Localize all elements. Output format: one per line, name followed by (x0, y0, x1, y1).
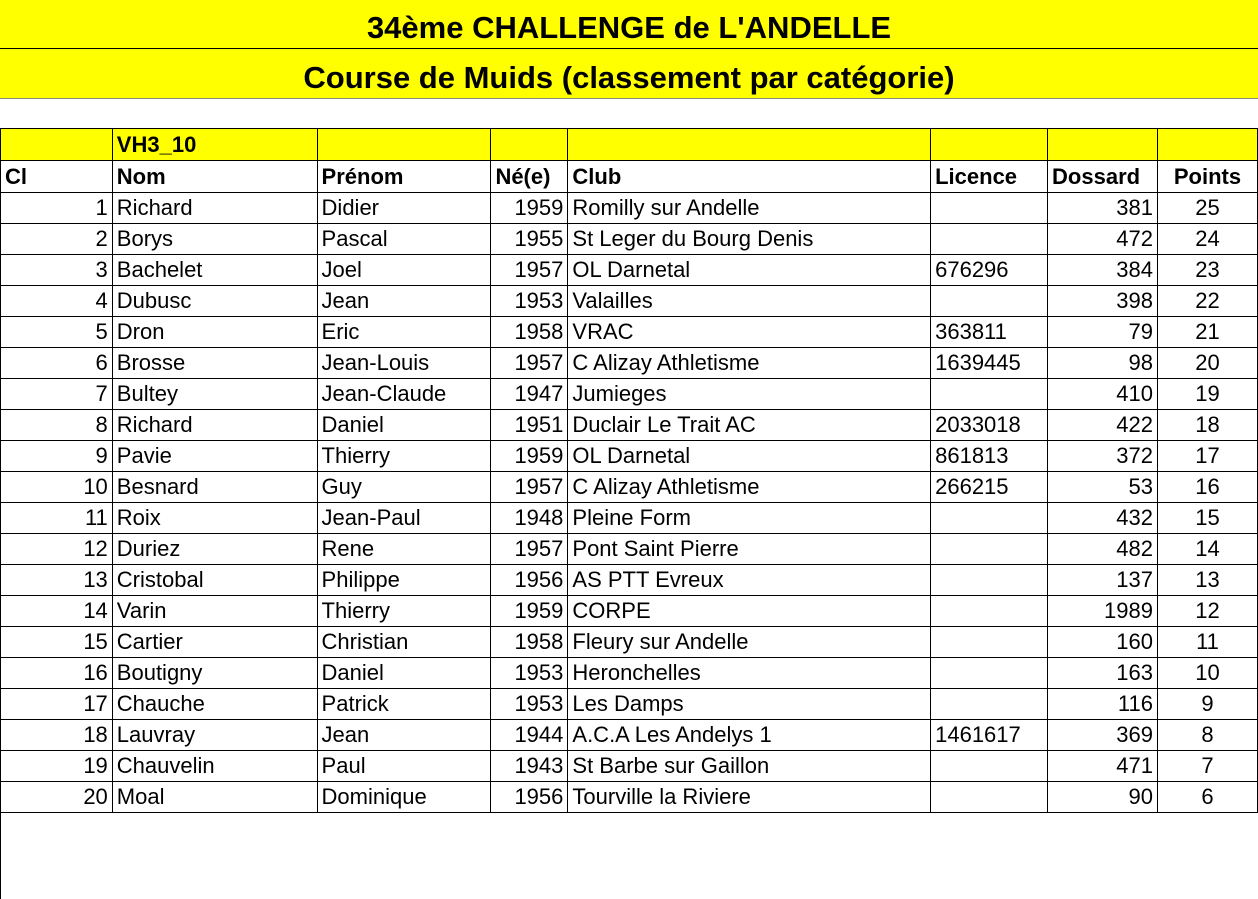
cell-prenom[interactable]: Daniel (317, 410, 491, 441)
cell-nom[interactable]: Chauvelin (112, 751, 317, 782)
cell-cl[interactable]: 13 (1, 565, 113, 596)
cell-licence[interactable]: 2033018 (931, 410, 1048, 441)
cell-nom[interactable]: Richard (112, 193, 317, 224)
cell-club[interactable]: C Alizay Athletisme (568, 472, 931, 503)
cell-ne[interactable]: 1953 (491, 658, 568, 689)
cell-points[interactable]: 6 (1158, 782, 1258, 813)
cell-licence[interactable]: 676296 (931, 255, 1048, 286)
cell-prenom[interactable]: Rene (317, 534, 491, 565)
cell-ne[interactable]: 1957 (491, 534, 568, 565)
cell-dossard[interactable]: 369 (1048, 720, 1158, 751)
cell-points[interactable]: 17 (1158, 441, 1258, 472)
title-block (0, 0, 1258, 99)
cell-ne[interactable]: 1959 (491, 596, 568, 627)
cell-ne[interactable]: 1958 (491, 317, 568, 348)
cell-cl[interactable]: 2 (1, 224, 113, 255)
cell-licence[interactable]: 1639445 (931, 348, 1048, 379)
table-row (1, 472, 1258, 503)
cell-cl[interactable]: 20 (1, 782, 113, 813)
cell-nom[interactable]: Bachelet (112, 255, 317, 286)
table-row (1, 193, 1258, 224)
cell-cl[interactable]: 1 (1, 193, 113, 224)
cell-cl[interactable]: 15 (1, 627, 113, 658)
cell[interactable] (1158, 129, 1258, 161)
table-row (1, 255, 1258, 286)
cell[interactable] (491, 129, 568, 161)
cell-club[interactable]: A.C.A Les Andelys 1 (568, 720, 931, 751)
cell-cl[interactable]: 8 (1, 410, 113, 441)
results-sheet (0, 128, 1258, 813)
cell-club[interactable]: CORPE (568, 596, 931, 627)
table-row (1, 627, 1258, 658)
cell-points[interactable]: 22 (1158, 286, 1258, 317)
cell-ne[interactable]: 1959 (491, 441, 568, 472)
cell-points[interactable]: 14 (1158, 534, 1258, 565)
cell-ne[interactable]: 1943 (491, 751, 568, 782)
cell-club[interactable]: AS PTT Evreux (568, 565, 931, 596)
cell-nom[interactable]: Moal (112, 782, 317, 813)
cell-licence[interactable] (931, 534, 1048, 565)
cell-dossard[interactable]: 410 (1048, 379, 1158, 410)
cell-prenom[interactable]: Philippe (317, 565, 491, 596)
cell-prenom[interactable]: Paul (317, 751, 491, 782)
cell-dossard[interactable]: 432 (1048, 503, 1158, 534)
header-row (1, 161, 1258, 193)
cell-dossard[interactable]: 482 (1048, 534, 1158, 565)
cell-prenom[interactable]: Christian (317, 627, 491, 658)
sheet-title[interactable]: 34ème CHALLENGE de L'ANDELLE (0, 0, 1258, 49)
cell-dossard[interactable]: 372 (1048, 441, 1158, 472)
table-row (1, 224, 1258, 255)
table-row (1, 689, 1258, 720)
cell-nom[interactable]: Besnard (112, 472, 317, 503)
cell-club[interactable]: St Barbe sur Gaillon (568, 751, 931, 782)
cell-licence[interactable] (931, 503, 1048, 534)
cell-prenom[interactable]: Guy (317, 472, 491, 503)
cell-dossard[interactable]: 422 (1048, 410, 1158, 441)
cell-cl[interactable]: 7 (1, 379, 113, 410)
cell-club[interactable]: OL Darnetal (568, 255, 931, 286)
cell-dossard[interactable]: 79 (1048, 317, 1158, 348)
cell-nom[interactable]: Bultey (112, 379, 317, 410)
cell-cl[interactable]: 9 (1, 441, 113, 472)
cell-points[interactable]: 21 (1158, 317, 1258, 348)
cell[interactable] (931, 129, 1048, 161)
cell-points[interactable]: 11 (1158, 627, 1258, 658)
cell-dossard[interactable]: 1989 (1048, 596, 1158, 627)
table-row (1, 565, 1258, 596)
cell-dossard[interactable]: 398 (1048, 286, 1158, 317)
cell-dossard[interactable]: 116 (1048, 689, 1158, 720)
cell-club[interactable]: St Leger du Bourg Denis (568, 224, 931, 255)
cell-nom[interactable]: Boutigny (112, 658, 317, 689)
cell-licence[interactable] (931, 224, 1048, 255)
cell-club[interactable]: Heronchelles (568, 658, 931, 689)
cell-nom[interactable]: Cristobal (112, 565, 317, 596)
cell-club[interactable]: C Alizay Athletisme (568, 348, 931, 379)
cell[interactable] (317, 129, 491, 161)
cell-points[interactable]: 15 (1158, 503, 1258, 534)
cell-cl[interactable]: 11 (1, 503, 113, 534)
table-row (1, 658, 1258, 689)
cell-dossard[interactable]: 384 (1048, 255, 1158, 286)
table-row (1, 348, 1258, 379)
cell-nom[interactable]: Dubusc (112, 286, 317, 317)
cell-ne[interactable]: 1957 (491, 255, 568, 286)
cell-licence[interactable] (931, 658, 1048, 689)
cell-nom[interactable]: Lauvray (112, 720, 317, 751)
cell[interactable] (1, 129, 113, 161)
cell-nom[interactable]: Duriez (112, 534, 317, 565)
cell-points[interactable]: 9 (1158, 689, 1258, 720)
cell-points[interactable]: 10 (1158, 658, 1258, 689)
cell-dossard[interactable]: 98 (1048, 348, 1158, 379)
cell-prenom[interactable]: Pascal (317, 224, 491, 255)
cell-prenom[interactable]: Jean-Louis (317, 348, 491, 379)
cell-licence[interactable] (931, 689, 1048, 720)
cell-licence[interactable]: 861813 (931, 441, 1048, 472)
cell-cl[interactable]: 19 (1, 751, 113, 782)
cell-licence[interactable]: 266215 (931, 472, 1048, 503)
cell-prenom[interactable]: Jean (317, 286, 491, 317)
table-row (1, 751, 1258, 782)
sheet-subtitle[interactable]: Course de Muids (classement par catégorie) (0, 49, 1258, 99)
cell-cl[interactable]: 12 (1, 534, 113, 565)
cell-points[interactable]: 25 (1158, 193, 1258, 224)
cell-club[interactable]: Pont Saint Pierre (568, 534, 931, 565)
cell-prenom[interactable]: Jean (317, 720, 491, 751)
cell-nom[interactable]: Brosse (112, 348, 317, 379)
cell-ne[interactable]: 1956 (491, 565, 568, 596)
table-row (1, 317, 1258, 348)
cell-prenom[interactable]: Eric (317, 317, 491, 348)
cell-ne[interactable]: 1956 (491, 782, 568, 813)
col-header-ne[interactable]: Né(e) (491, 161, 568, 193)
cell-licence[interactable]: 363811 (931, 317, 1048, 348)
cell-club[interactable]: Fleury sur Andelle (568, 627, 931, 658)
cell-dossard[interactable]: 163 (1048, 658, 1158, 689)
cell-dossard[interactable]: 472 (1048, 224, 1158, 255)
cell-dossard[interactable]: 90 (1048, 782, 1158, 813)
sheet-left-border (0, 812, 1, 899)
cell-nom[interactable]: Dron (112, 317, 317, 348)
cell-points[interactable]: 23 (1158, 255, 1258, 286)
cell-licence[interactable]: 1461617 (931, 720, 1048, 751)
cell-licence[interactable] (931, 627, 1048, 658)
cell-prenom[interactable]: Thierry (317, 596, 491, 627)
cell-licence[interactable] (931, 565, 1048, 596)
cell-points[interactable]: 8 (1158, 720, 1258, 751)
cell-dossard[interactable]: 381 (1048, 193, 1158, 224)
cell-licence[interactable] (931, 379, 1048, 410)
cell-ne[interactable]: 1959 (491, 193, 568, 224)
table-row (1, 534, 1258, 565)
cell-licence[interactable] (931, 596, 1048, 627)
cell-nom[interactable]: Richard (112, 410, 317, 441)
cell-ne[interactable]: 1955 (491, 224, 568, 255)
cell-cl[interactable]: 16 (1, 658, 113, 689)
cell-club[interactable]: Jumieges (568, 379, 931, 410)
col-header-club[interactable]: Club (568, 161, 931, 193)
col-header-cl[interactable]: Cl (1, 161, 113, 193)
cell-nom[interactable]: Varin (112, 596, 317, 627)
table-row (1, 286, 1258, 317)
cell-prenom[interactable]: Didier (317, 193, 491, 224)
cell-ne[interactable]: 1958 (491, 627, 568, 658)
cell-ne[interactable]: 1948 (491, 503, 568, 534)
col-header-prenom[interactable]: Prénom (317, 161, 491, 193)
cell-prenom[interactable]: Patrick (317, 689, 491, 720)
results-table (0, 128, 1258, 813)
col-header-nom[interactable]: Nom (112, 161, 317, 193)
cell-cl[interactable]: 6 (1, 348, 113, 379)
cell-cl[interactable]: 18 (1, 720, 113, 751)
col-header-dossard[interactable]: Dossard (1048, 161, 1158, 193)
cell-points[interactable]: 13 (1158, 565, 1258, 596)
cell-ne[interactable]: 1944 (491, 720, 568, 751)
cell-points[interactable]: 16 (1158, 472, 1258, 503)
col-header-points[interactable]: Points (1158, 161, 1258, 193)
cell-dossard[interactable]: 137 (1048, 565, 1158, 596)
cell-points[interactable]: 18 (1158, 410, 1258, 441)
cell-prenom[interactable]: Jean-Paul (317, 503, 491, 534)
table-row (1, 720, 1258, 751)
table-row (1, 503, 1258, 534)
cell-points[interactable]: 20 (1158, 348, 1258, 379)
cell-ne[interactable]: 1953 (491, 689, 568, 720)
cell[interactable] (568, 129, 931, 161)
cell-dossard[interactable]: 53 (1048, 472, 1158, 503)
cell[interactable] (1048, 129, 1158, 161)
cell-cl[interactable]: 4 (1, 286, 113, 317)
cell-nom[interactable]: Pavie (112, 441, 317, 472)
cell-cl[interactable]: 5 (1, 317, 113, 348)
cell-prenom[interactable]: Dominique (317, 782, 491, 813)
cell-prenom[interactable]: Jean-Claude (317, 379, 491, 410)
cell-points[interactable]: 7 (1158, 751, 1258, 782)
table-row (1, 782, 1258, 813)
cell-prenom[interactable]: Thierry (317, 441, 491, 472)
cell-nom[interactable]: Borys (112, 224, 317, 255)
cell-licence[interactable] (931, 286, 1048, 317)
cell-prenom[interactable]: Daniel (317, 658, 491, 689)
cell-club[interactable]: Romilly sur Andelle (568, 193, 931, 224)
cell-licence[interactable] (931, 193, 1048, 224)
cell-club[interactable]: Pleine Form (568, 503, 931, 534)
cell-cl[interactable]: 10 (1, 472, 113, 503)
cell-dossard[interactable]: 160 (1048, 627, 1158, 658)
cell-licence[interactable] (931, 751, 1048, 782)
category-row (1, 129, 1258, 161)
table-row (1, 596, 1258, 627)
cell-ne[interactable]: 1957 (491, 472, 568, 503)
category-label[interactable]: VH3_10 (112, 129, 317, 161)
cell-points[interactable]: 19 (1158, 379, 1258, 410)
cell-cl[interactable]: 3 (1, 255, 113, 286)
cell-ne[interactable]: 1951 (491, 410, 568, 441)
cell-licence[interactable] (931, 782, 1048, 813)
cell-cl[interactable]: 17 (1, 689, 113, 720)
table-row (1, 410, 1258, 441)
cell-ne[interactable]: 1947 (491, 379, 568, 410)
cell-ne[interactable]: 1953 (491, 286, 568, 317)
cell-nom[interactable]: Roix (112, 503, 317, 534)
table-row (1, 441, 1258, 472)
cell-nom[interactable]: Chauche (112, 689, 317, 720)
cell-club[interactable]: Valailles (568, 286, 931, 317)
table-row (1, 379, 1258, 410)
cell-club[interactable]: Duclair Le Trait AC (568, 410, 931, 441)
cell-points[interactable]: 12 (1158, 596, 1258, 627)
col-header-licence[interactable]: Licence (931, 161, 1048, 193)
cell-club[interactable]: OL Darnetal (568, 441, 931, 472)
cell-nom[interactable]: Cartier (112, 627, 317, 658)
cell-dossard[interactable]: 471 (1048, 751, 1158, 782)
cell-club[interactable]: VRAC (568, 317, 931, 348)
cell-cl[interactable]: 14 (1, 596, 113, 627)
cell-ne[interactable]: 1957 (491, 348, 568, 379)
cell-club[interactable]: Tourville la Riviere (568, 782, 931, 813)
cell-club[interactable]: Les Damps (568, 689, 931, 720)
cell-points[interactable]: 24 (1158, 224, 1258, 255)
cell-prenom[interactable]: Joel (317, 255, 491, 286)
